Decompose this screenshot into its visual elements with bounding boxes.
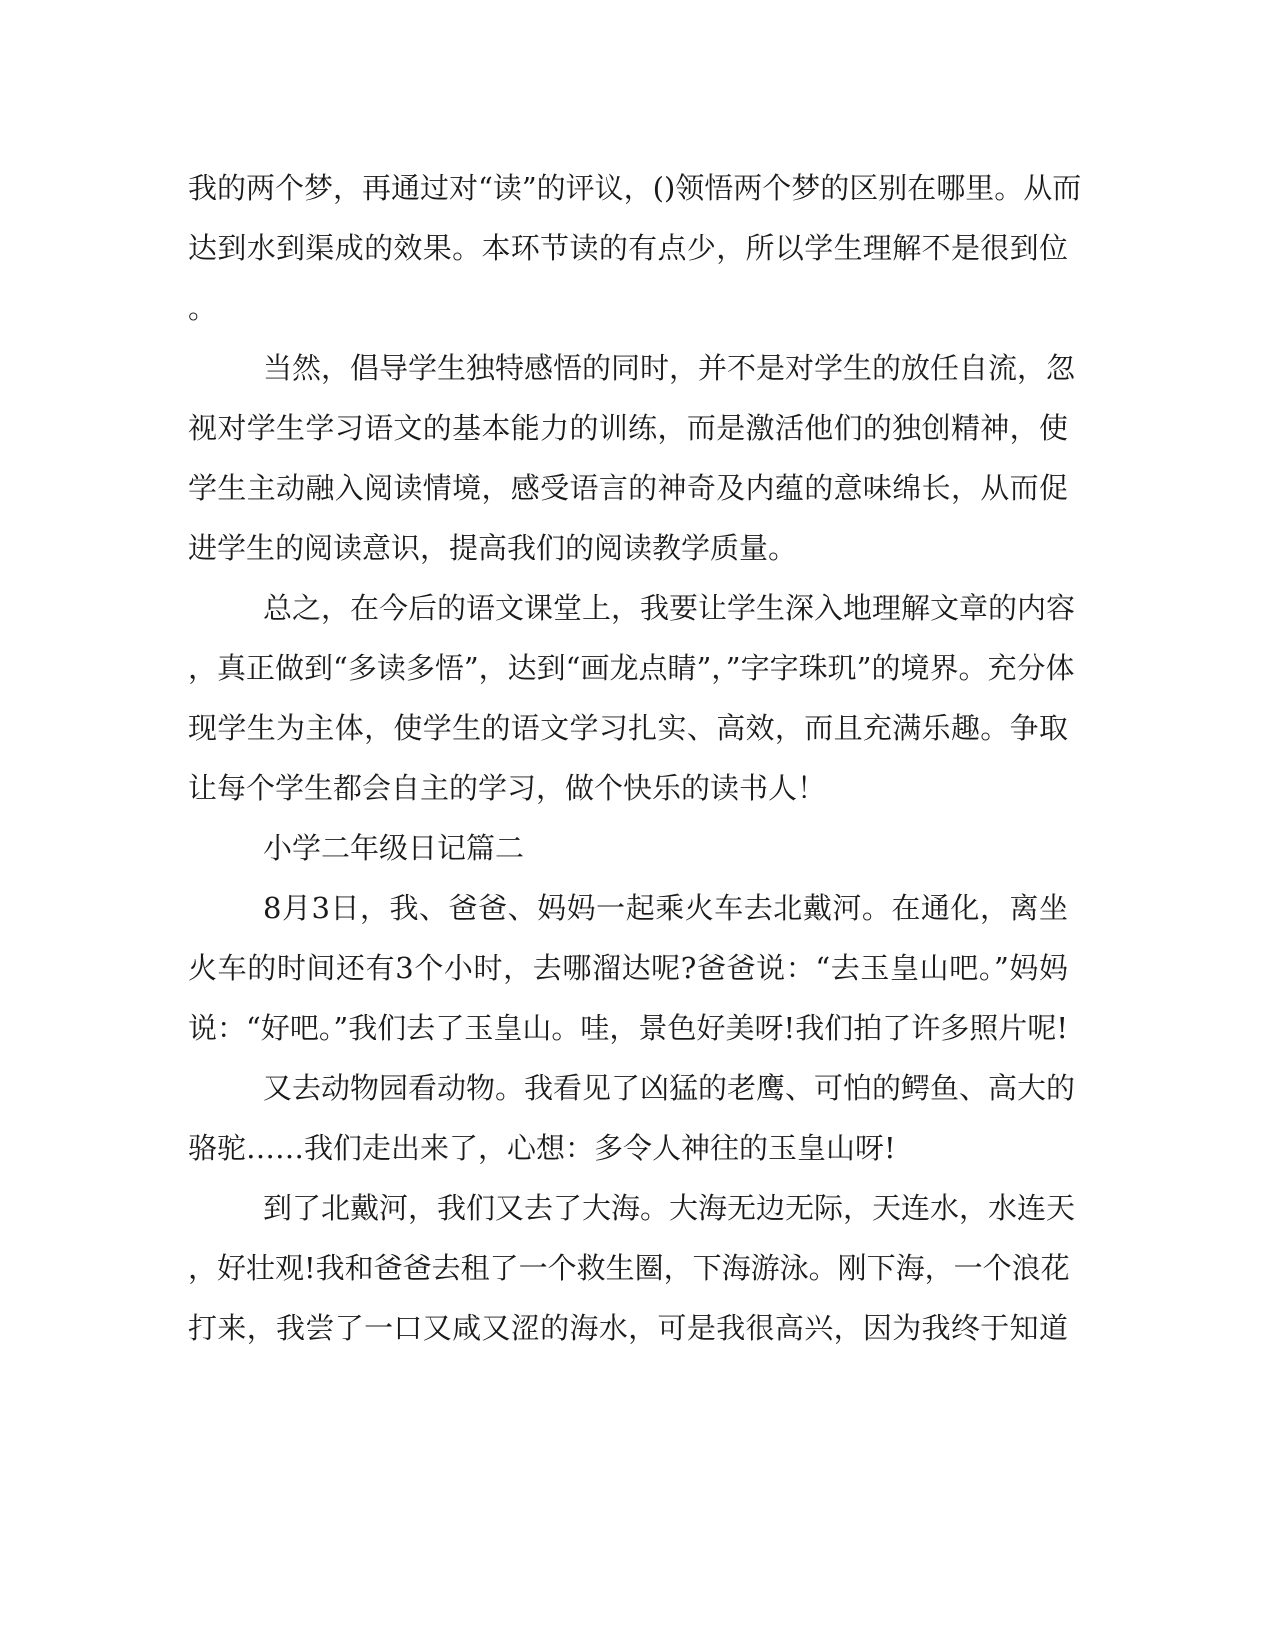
text-line: 说：“好吧。”我们去了玉皇山。哇，景色好美呀!我们拍了许多照片呢! [188, 1011, 1068, 1045]
document-body [188, 158, 1082, 1358]
text-line: ，好壮观!我和爸爸去租了一个救生圈，下海游泳。刚下海，一个浪花 [188, 1251, 1070, 1285]
paragraph-start-line: 8月3日，我、爸爸、妈妈一起乘火车去北戴河。在通化，离坐 [263, 891, 1068, 925]
text-line: 进学生的阅读意识，提高我们的阅读教学质量。 [188, 531, 798, 565]
text-line: 现学生为主体，使学生的语文学习扎实、高效，而且充满乐趣。争取 [188, 711, 1068, 745]
paragraph-start-line: 到了北戴河，我们又去了大海。大海无边无际，天连水，水连天 [263, 1191, 1076, 1225]
text-line: 。 [188, 291, 218, 325]
text-line: 学生主动融入阅读情境，感受语言的神奇及内蕴的意味绵长，从而促 [188, 471, 1068, 505]
paragraph-start-line: 总之，在今后的语文课堂上，我要让学生深入地理解文章的内容 [263, 591, 1076, 625]
text-line: 火车的时间还有3个小时，去哪溜达呢?爸爸说：“去玉皇山吧。”妈妈 [188, 951, 1068, 985]
text-line: 达到水到渠成的效果。本环节读的有点少，所以学生理解不是很到位 [188, 231, 1068, 265]
text-line: ，真正做到“多读多悟”，达到“画龙点睛”，”字字珠玑”的境界。充分体 [188, 651, 1075, 685]
section-heading: 小学二年级日记篇二 [263, 831, 525, 865]
text-line: 骆驼……我们走出来了，心想：多令人神往的玉皇山呀! [188, 1131, 896, 1165]
paragraph-start-line: 当然，倡导学生独特感悟的同时，并不是对学生的放任自流，忽 [263, 351, 1076, 385]
paragraph-start-line: 又去动物园看动物。我看见了凶猛的老鹰、可怕的鳄鱼、高大的 [263, 1071, 1076, 1105]
text-line: 我的两个梦，再通过对“读”的评议，()领悟两个梦的区别在哪里。从而 [188, 171, 1082, 205]
text-line: 视对学生学习语文的基本能力的训练，而是激活他们的独创精神，使 [188, 411, 1068, 445]
text-line: 让每个学生都会自主的学习，做个快乐的读书人！ [188, 771, 827, 805]
text-line: 打来，我尝了一口又咸又涩的海水，可是我很高兴，因为我终于知道 [188, 1311, 1068, 1345]
